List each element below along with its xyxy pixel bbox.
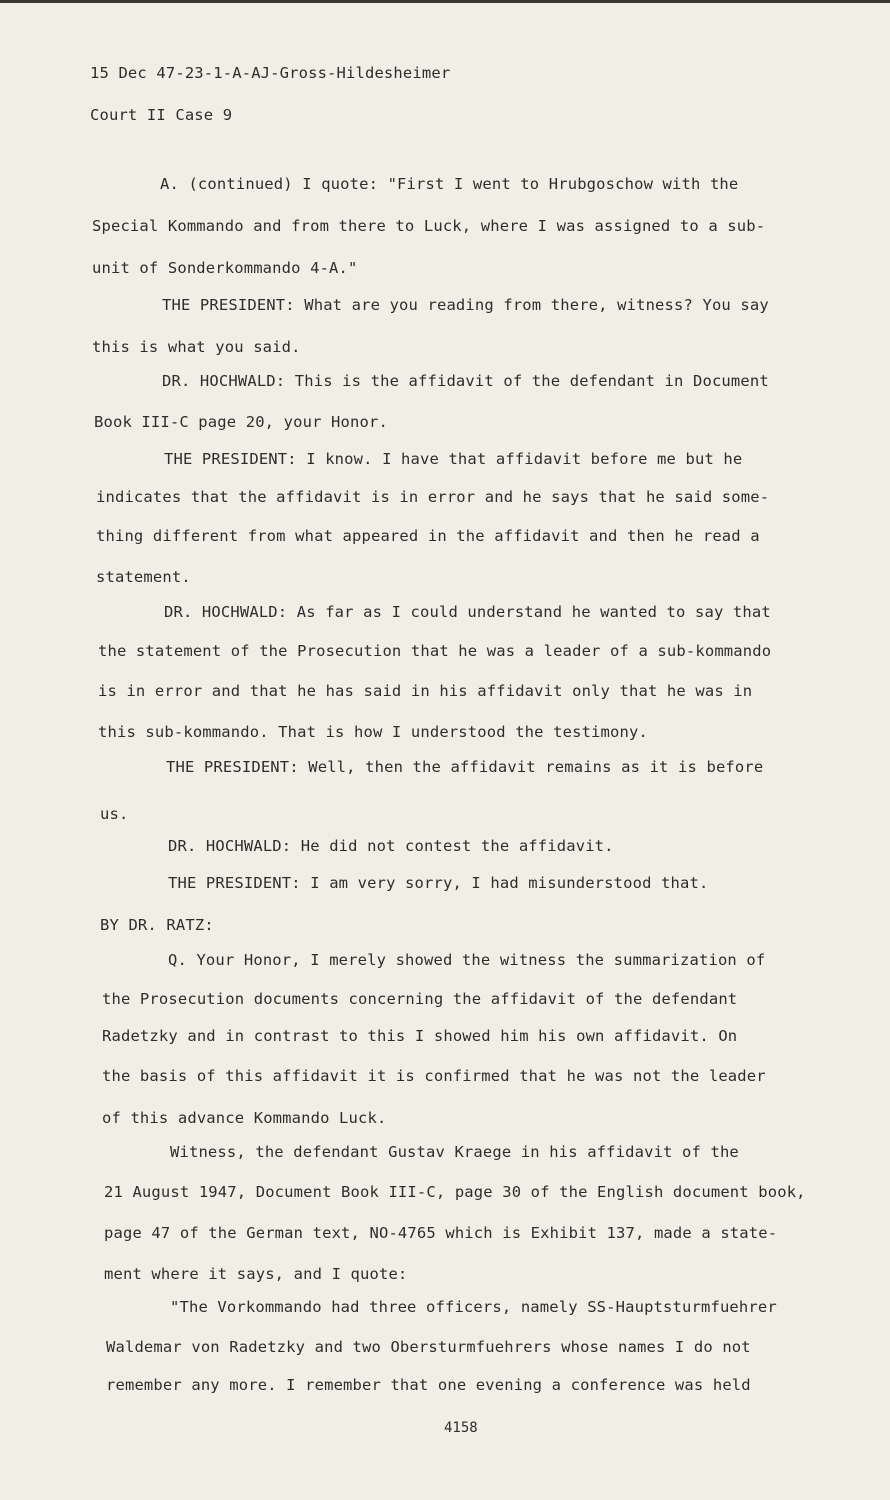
transcript-line: us. [100,805,129,823]
transcript-line: unit of Sonderkommando 4-A." [92,259,358,277]
header-line-1: 15 Dec 47-23-1-A-AJ-Gross-Hildesheimer [90,64,451,82]
examination-heading: BY DR. RATZ: [100,916,214,934]
transcript-line: page 47 of the German text, NO-4765 which is Exhibit 137, made a state- [104,1224,778,1242]
transcript-line: DR. HOCHWALD: This is the affidavit of the defendant in Document [162,372,769,390]
transcript-line: thing different from what appeared in the affidavit and then he read a [96,527,760,545]
transcript-line: A. (continued) I quote: "First I went to Hrubgoschow with the [160,175,739,193]
page-number: 4158 [444,1420,478,1436]
transcript-line: statement. [96,568,191,586]
transcript-line: THE PRESIDENT: Well, then the affidavit remains as it is before [166,758,764,776]
transcript-line: Witness, the defendant Gustav Kraege in his affidavit of the [170,1143,739,1161]
transcript-line: THE PRESIDENT: I am very sorry, I had misunderstood that. [168,874,709,892]
transcript-line: Radetzky and in contrast to this I showed him his own affidavit. On [102,1027,738,1045]
transcript-line: the basis of this affidavit it is confirmed that he was not the leader [102,1067,766,1085]
transcript-line: the statement of the Prosecution that he was a leader of a sub-kommando [98,642,772,660]
transcript-line: THE PRESIDENT: What are you reading from there, witness? You say [162,296,769,314]
transcript-line: this is what you said. [92,338,301,356]
transcript-line: DR. HOCHWALD: As far as I could understand he wanted to say that [164,603,771,621]
transcript-line: is in error and that he has said in his affidavit only that he was in [98,682,753,700]
transcript-line: THE PRESIDENT: I know. I have that affidavit before me but he [164,450,743,468]
transcript-line: this sub-kommando. That is how I understood the testimony. [98,723,648,741]
transcript-line: Q. Your Honor, I merely showed the witness the summarization of [168,951,766,969]
transcript-line: 21 August 1947, Document Book III-C, page 30 of the English document book, [104,1183,806,1201]
transcript-line: indicates that the affidavit is in error and he says that he said some- [96,488,770,506]
transcript-line: of this advance Kommando Luck. [102,1109,387,1127]
transcript-line: DR. HOCHWALD: He did not contest the affidavit. [168,837,614,855]
transcript-line: Waldemar von Radetzky and two Obersturmfuehrers whose names I do not [106,1338,751,1356]
transcript-line: remember any more. I remember that one evening a conference was held [106,1376,751,1394]
top-border [0,0,890,3]
transcript-line: ment where it says, and I quote: [104,1265,408,1283]
header-line-2: Court II Case 9 [90,106,233,124]
transcript-line: Book III-C page 20, your Honor. [94,413,388,431]
transcript-line: the Prosecution documents concerning the affidavit of the defendant [102,990,738,1008]
transcript-line: Special Kommando and from there to Luck, where I was assigned to a sub- [92,217,766,235]
transcript-line: "The Vorkommando had three officers, namely SS-Hauptsturmfuehrer [170,1298,777,1316]
